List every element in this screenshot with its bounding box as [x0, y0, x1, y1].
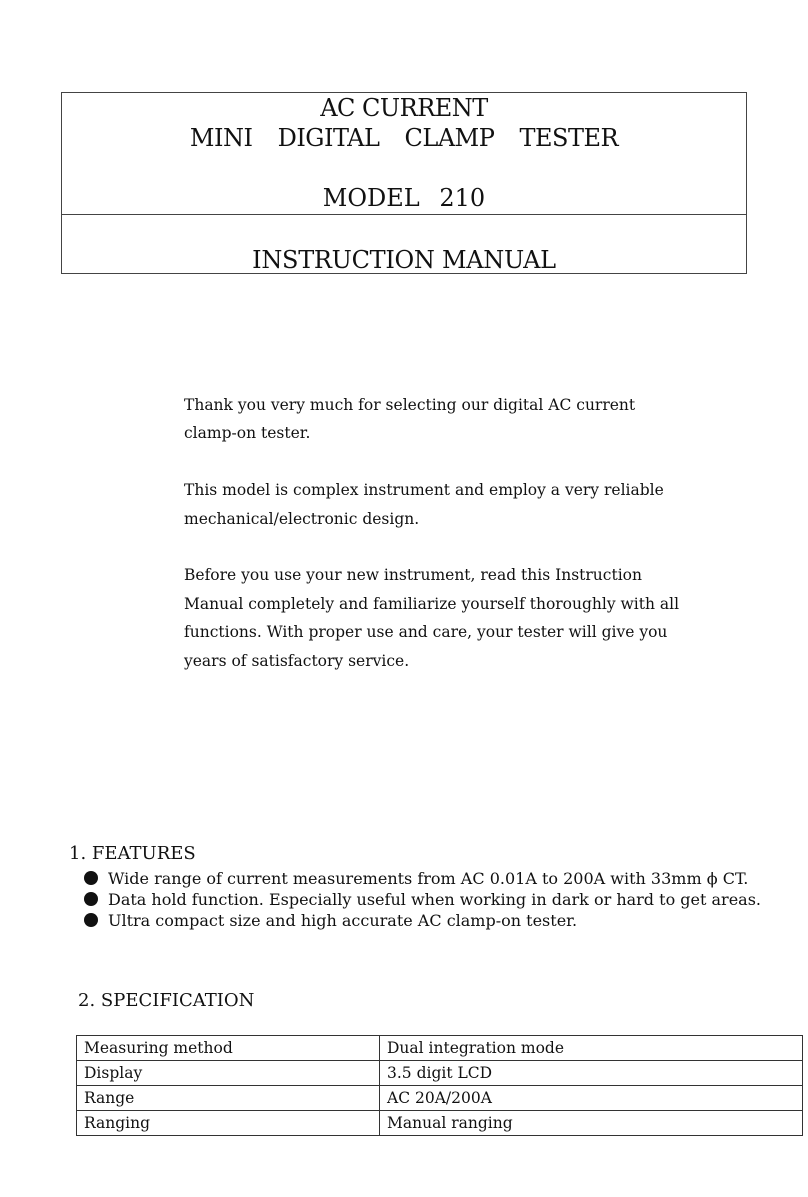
title-line-2: MINI DIGITAL CLAMP TESTER	[189, 124, 619, 152]
title-header	[62, 93, 746, 215]
spec-value: Dual integration mode	[380, 1036, 803, 1061]
features-heading: 1. FEATURES	[69, 843, 196, 864]
intro-text	[184, 391, 684, 703]
spec-value: AC 20A/200A	[380, 1086, 803, 1111]
model-number: MODEL 210	[322, 184, 486, 212]
bullet-icon	[84, 892, 98, 906]
features-list	[84, 868, 761, 931]
feature-text: Ultra compact size and high accurate AC clamp-on tester.	[108, 911, 578, 930]
specification-heading: 2. SPECIFICATION	[78, 990, 255, 1011]
intro-paragraph-3: Before you use your new instrument, read this Instruction Manual completely and familiarize yourself thoroughly with all functions. With proper use and care, your tester will give you years of satisfactory service.	[184, 566, 680, 670]
spec-label: Range	[77, 1086, 380, 1111]
title-box	[61, 92, 747, 274]
feature-text: Data hold function. Especially useful when working in dark or hard to get areas.	[108, 890, 761, 909]
table-row	[77, 1086, 803, 1111]
spec-value: 3.5 digit LCD	[380, 1061, 803, 1086]
feature-item	[84, 910, 761, 931]
feature-item	[84, 889, 761, 910]
bullet-icon	[84, 871, 98, 885]
title-line-1: AC CURRENT	[320, 94, 488, 122]
table-row	[77, 1111, 803, 1136]
table-row	[77, 1061, 803, 1086]
document-type: INSTRUCTION MANUAL	[252, 246, 556, 274]
feature-item	[84, 868, 761, 889]
specification-table	[76, 1035, 803, 1136]
spec-label: Ranging	[77, 1111, 380, 1136]
table-row	[77, 1036, 803, 1061]
bullet-icon	[84, 913, 98, 927]
spec-label: Measuring method	[77, 1036, 380, 1061]
spec-value: Manual ranging	[380, 1111, 803, 1136]
spec-label: Display	[77, 1061, 380, 1086]
intro-paragraph-2: This model is complex instrument and employ a very reliable mechanical/electronic design.	[184, 481, 664, 528]
feature-text: Wide range of current measurements from AC 0.01A to 200A with 33mm ϕ CT.	[108, 869, 749, 888]
intro-paragraph-1: Thank you very much for selecting our digital AC current clamp-on tester.	[184, 396, 636, 443]
